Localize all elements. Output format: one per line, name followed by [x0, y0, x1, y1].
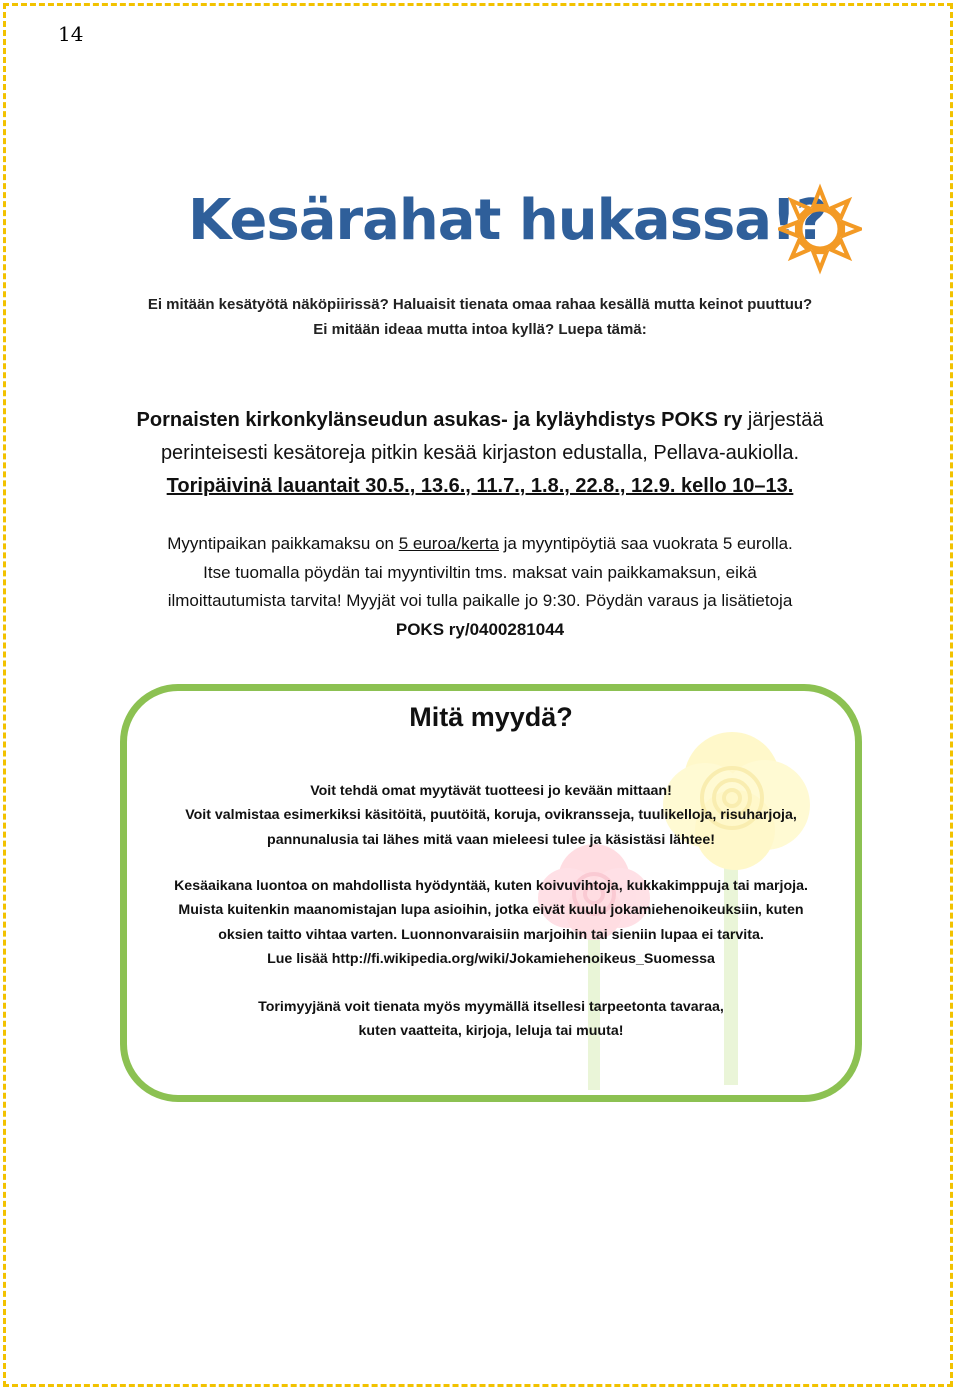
fee-text: Myyntipaikan paikkamaksu on: [167, 534, 399, 553]
intro-line: Ei mitään kesätyötä näköpiirissä? Haluaisit tienata omaa rahaa kesällä mutta keinot puuttuu?: [147, 296, 813, 313]
intro-line: Ei mitään ideaa mutta intoa kyllä? Luepa tämä:: [313, 321, 647, 338]
announcement: [120, 404, 840, 503]
organizer-name: Pornaisten kirkonkylänseudun asukas- ja kyläyhdistys POKS ry: [136, 409, 743, 431]
intro-text: [120, 292, 840, 342]
wikipedia-link-line: Lue lisää http://fi.wikipedia.org/wiki/Jokamiehenoikeus_Suomessa: [267, 950, 715, 967]
market-dates: Toripäivinä lauantait 30.5., 13.6., 11.7., 1.8., 22.8., 12.9. kello 10–13.: [166, 475, 794, 497]
contact-info: POKS ry/0400281044: [395, 619, 565, 639]
poster-title: Kesärahat hukassa!?: [188, 188, 828, 253]
fee-line-2: Itse tuomalla pöydän tai myyntiviltin tms. maksat vain paikkamaksun, eikä: [203, 562, 757, 582]
handicraft-paragraph: [120, 779, 862, 852]
fee-amount: 5 euroa/kerta: [398, 534, 499, 553]
announcement-text: järjestää: [742, 409, 824, 431]
paragraph-line: Torimyyjänä voit tienata myös myymällä itsellesi tarpeetonta tavaraa,: [258, 999, 724, 1015]
sun-ray: [843, 222, 860, 235]
sun-ray: [780, 222, 797, 235]
announcement-line-2: perinteisesti kesätoreja pitkin kesää kirjaston edustalla, Pellava-aukiolla.: [160, 442, 800, 464]
paragraph-line: Voit tehdä omat myytävät tuotteesi jo kevään mittaan!: [310, 783, 672, 799]
fee-info: [110, 530, 850, 644]
fee-text: ja myyntipöytiä saa vuokrata 5 eurolla.: [498, 534, 793, 553]
what-to-sell-heading: Mitä myydä?: [409, 702, 573, 732]
sun-ray: [813, 189, 826, 206]
fee-line-1: [110, 530, 850, 559]
paragraph-line: Muista kuitenkin maanomistajan lupa asioihin, jotka eivät kuulu jokamiehenoikeuksiin, kuten: [178, 902, 804, 919]
sun-ray: [813, 252, 826, 269]
page-number: 14: [58, 22, 84, 46]
paragraph-line: oksien taitto vihtaa varten. Luonnonvaraisiin marjoihin tai sieniin lupaa ei tarvita.: [218, 926, 764, 943]
announcement-line-1: [120, 404, 840, 437]
paragraph-line: pannunalusia tai lähes mitä vaan mieleesi tulee ja käsistäsi lähtee!: [267, 831, 715, 848]
paragraph-line: Kesäaikana luontoa on mahdollista hyödyntää, kuten koivuvihtoja, kukkakimppuja tai marjoja.: [174, 878, 808, 894]
fee-line-3: ilmoittautumista tarvita! Myyjät voi tulla paikalle jo 9:30. Pöydän varaus ja lisätietoja: [167, 591, 793, 610]
sun-icon: [778, 180, 862, 278]
used-goods-paragraph: [120, 995, 862, 1044]
paragraph-line: kuten vaatteita, kirjoja, leluja tai muuta!: [358, 1023, 624, 1040]
nature-paragraph: [120, 874, 862, 971]
paragraph-line: Voit valmistaa esimerkiksi käsitöitä, puutöitä, koruja, ovikransseja, tuulikelloja, risuharjoja,: [185, 807, 797, 824]
